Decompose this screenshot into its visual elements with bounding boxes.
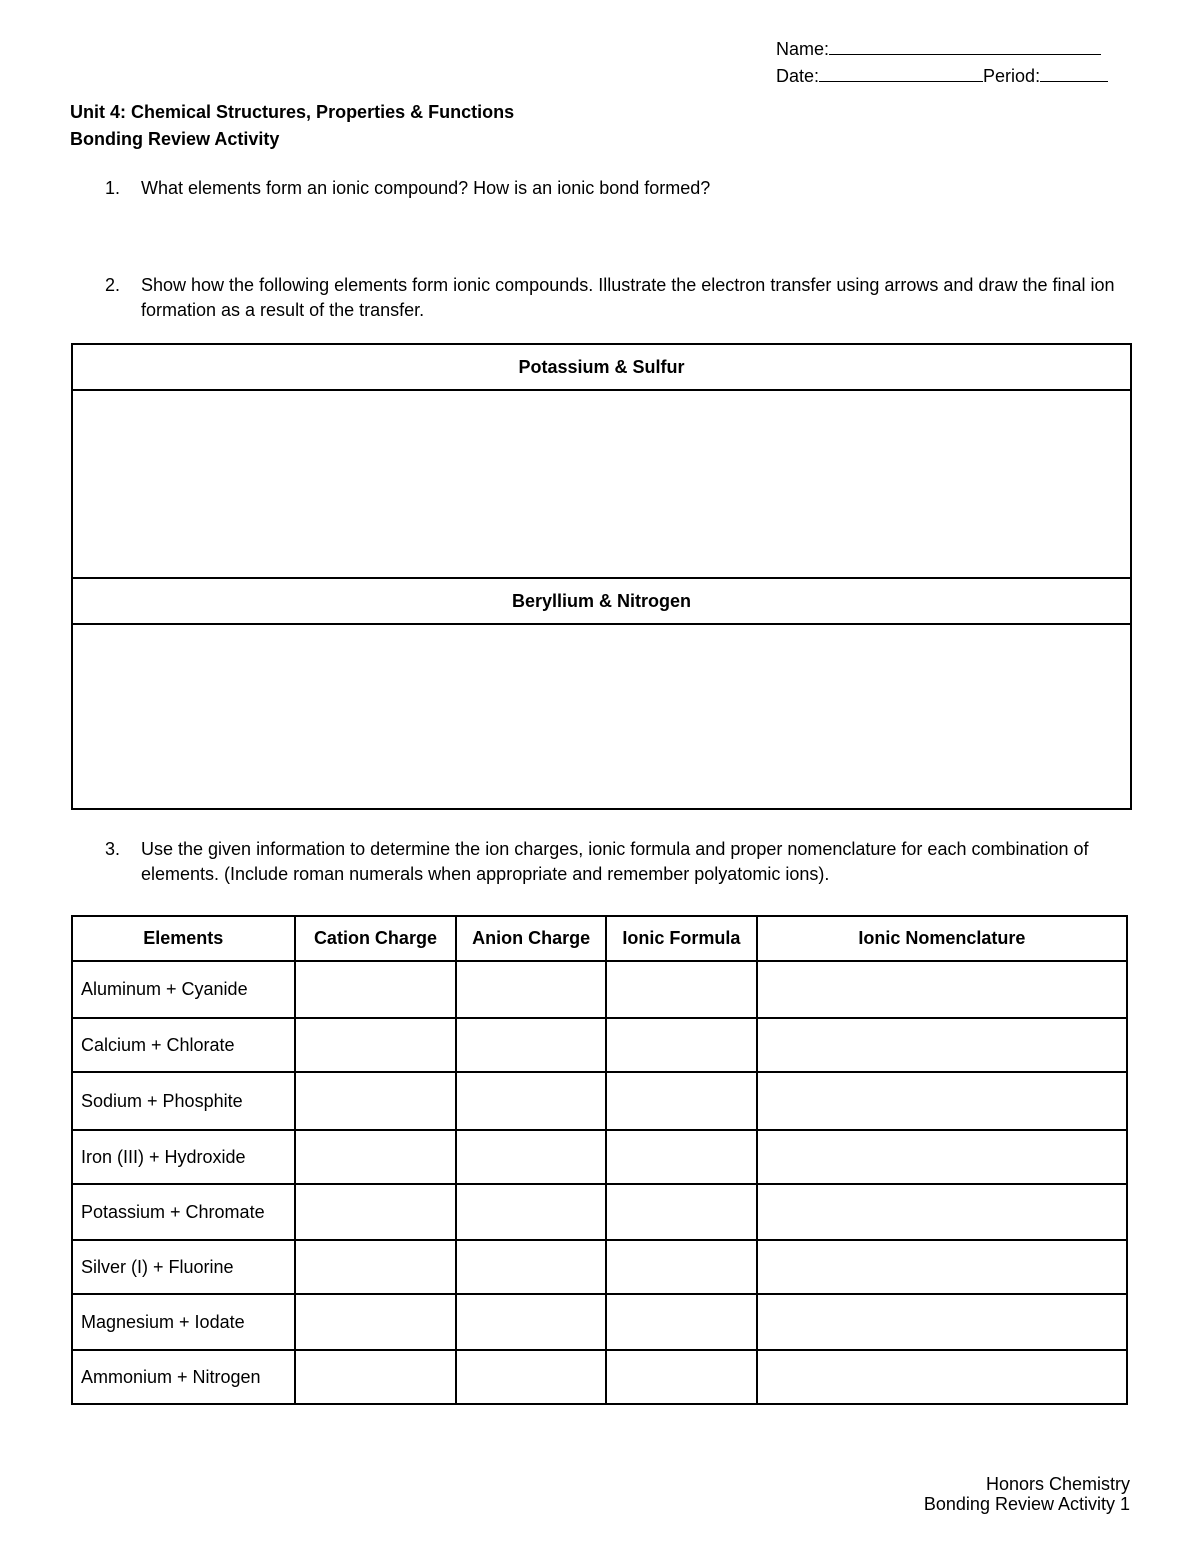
header-ionic-nomenclature: Ionic Nomenclature: [757, 916, 1127, 961]
cation-charge-cell[interactable]: [295, 1240, 457, 1294]
header-elements: Elements: [72, 916, 295, 961]
table-row: [72, 1294, 1127, 1350]
elements-cell: Iron (III) + Hydroxide: [72, 1130, 295, 1184]
elements-cell: Sodium + Phosphite: [72, 1072, 295, 1130]
question-3: [105, 837, 1105, 887]
electron-transfer-box: [71, 343, 1132, 810]
ion-table: [71, 915, 1128, 1405]
table-row: [72, 1018, 1127, 1072]
question-text: Use the given information to determine the ion charges, ionic formula and proper nomenclature for each combination of elements. (Include roman numerals when appropriate and remember polyatomic ions).: [141, 839, 1089, 884]
ionic-nomenclature-cell[interactable]: [757, 961, 1127, 1018]
question-text: Show how the following elements form ionic compounds. Illustrate the electron transfer using arrows and draw the final ion formation as a result of the transfer.: [141, 275, 1115, 320]
question-1: [105, 176, 1135, 201]
ionic-formula-cell[interactable]: [606, 1350, 757, 1404]
table-row: [72, 1240, 1127, 1294]
anion-charge-cell[interactable]: [456, 1350, 606, 1404]
question-number: 3.: [105, 839, 121, 859]
period-label: Period:: [983, 66, 1041, 86]
anion-charge-cell[interactable]: [456, 961, 606, 1018]
unit-title: Unit 4: Chemical Structures, Properties & Functions: [70, 102, 515, 122]
cation-charge-cell[interactable]: [295, 1130, 457, 1184]
ionic-formula-cell[interactable]: [606, 1130, 757, 1184]
ionic-formula-cell[interactable]: [606, 1294, 757, 1350]
anion-charge-cell[interactable]: [456, 1072, 606, 1130]
header-anion-charge: Anion Charge: [456, 916, 606, 961]
ionic-nomenclature-cell[interactable]: [757, 1240, 1127, 1294]
anion-charge-cell[interactable]: [456, 1240, 606, 1294]
table-row: [72, 1184, 1127, 1240]
table-row: [72, 1072, 1127, 1130]
cation-charge-cell[interactable]: [295, 1184, 457, 1240]
ionic-nomenclature-cell[interactable]: [757, 1018, 1127, 1072]
ionic-formula-cell[interactable]: [606, 961, 757, 1018]
anion-charge-cell[interactable]: [456, 1018, 606, 1072]
name-label: Name:: [776, 39, 830, 59]
date-label: Date:: [776, 66, 820, 86]
header-ionic-formula: Ionic Formula: [606, 916, 757, 961]
anion-charge-cell[interactable]: [456, 1184, 606, 1240]
question-number: 2.: [105, 275, 121, 295]
elements-cell: Magnesium + Iodate: [72, 1294, 295, 1350]
ionic-nomenclature-cell[interactable]: [757, 1072, 1127, 1130]
cation-charge-cell[interactable]: [295, 1350, 457, 1404]
date-blank[interactable]: [819, 65, 983, 82]
ionic-formula-cell[interactable]: [606, 1072, 757, 1130]
drawing-area-beryllium-nitrogen[interactable]: [73, 625, 1130, 808]
name-field[interactable]: [776, 38, 1101, 59]
question-number: 1.: [105, 178, 121, 198]
footer-course: Honors Chemistry: [985, 1474, 1130, 1494]
ionic-nomenclature-cell[interactable]: [757, 1350, 1127, 1404]
ionic-formula-cell[interactable]: [606, 1240, 757, 1294]
question-2: [105, 273, 1135, 323]
question-text: What elements form an ionic compound? How is an ionic bond formed?: [141, 178, 711, 198]
elements-cell: Aluminum + Cyanide: [72, 961, 295, 1018]
table-row: [72, 961, 1127, 1018]
table-row: [72, 1350, 1127, 1404]
box-heading-potassium-sulfur: Potassium & Sulfur: [73, 345, 1130, 391]
elements-cell: Silver (I) + Fluorine: [72, 1240, 295, 1294]
anion-charge-cell[interactable]: [456, 1294, 606, 1350]
box-heading-beryllium-nitrogen: Beryllium & Nitrogen: [73, 577, 1130, 625]
ionic-nomenclature-cell[interactable]: [757, 1294, 1127, 1350]
elements-cell: Calcium + Chlorate: [72, 1018, 295, 1072]
cation-charge-cell[interactable]: [295, 1294, 457, 1350]
period-blank[interactable]: [1040, 65, 1108, 82]
ionic-nomenclature-cell[interactable]: [757, 1184, 1127, 1240]
elements-cell: Ammonium + Nitrogen: [72, 1350, 295, 1404]
drawing-area-potassium-sulfur[interactable]: [73, 391, 1130, 577]
elements-cell: Potassium + Chromate: [72, 1184, 295, 1240]
ionic-formula-cell[interactable]: [606, 1018, 757, 1072]
table-header-row: [72, 916, 1127, 961]
date-period-field[interactable]: [776, 65, 1108, 86]
anion-charge-cell[interactable]: [456, 1130, 606, 1184]
activity-title: Bonding Review Activity: [70, 129, 280, 149]
header-cation-charge: Cation Charge: [295, 916, 457, 961]
name-blank[interactable]: [829, 38, 1101, 55]
ionic-nomenclature-cell[interactable]: [757, 1130, 1127, 1184]
cation-charge-cell[interactable]: [295, 1072, 457, 1130]
table-row: [72, 1130, 1127, 1184]
cation-charge-cell[interactable]: [295, 1018, 457, 1072]
ionic-formula-cell[interactable]: [606, 1184, 757, 1240]
cation-charge-cell[interactable]: [295, 961, 457, 1018]
footer-page: Bonding Review Activity 1: [923, 1494, 1130, 1514]
